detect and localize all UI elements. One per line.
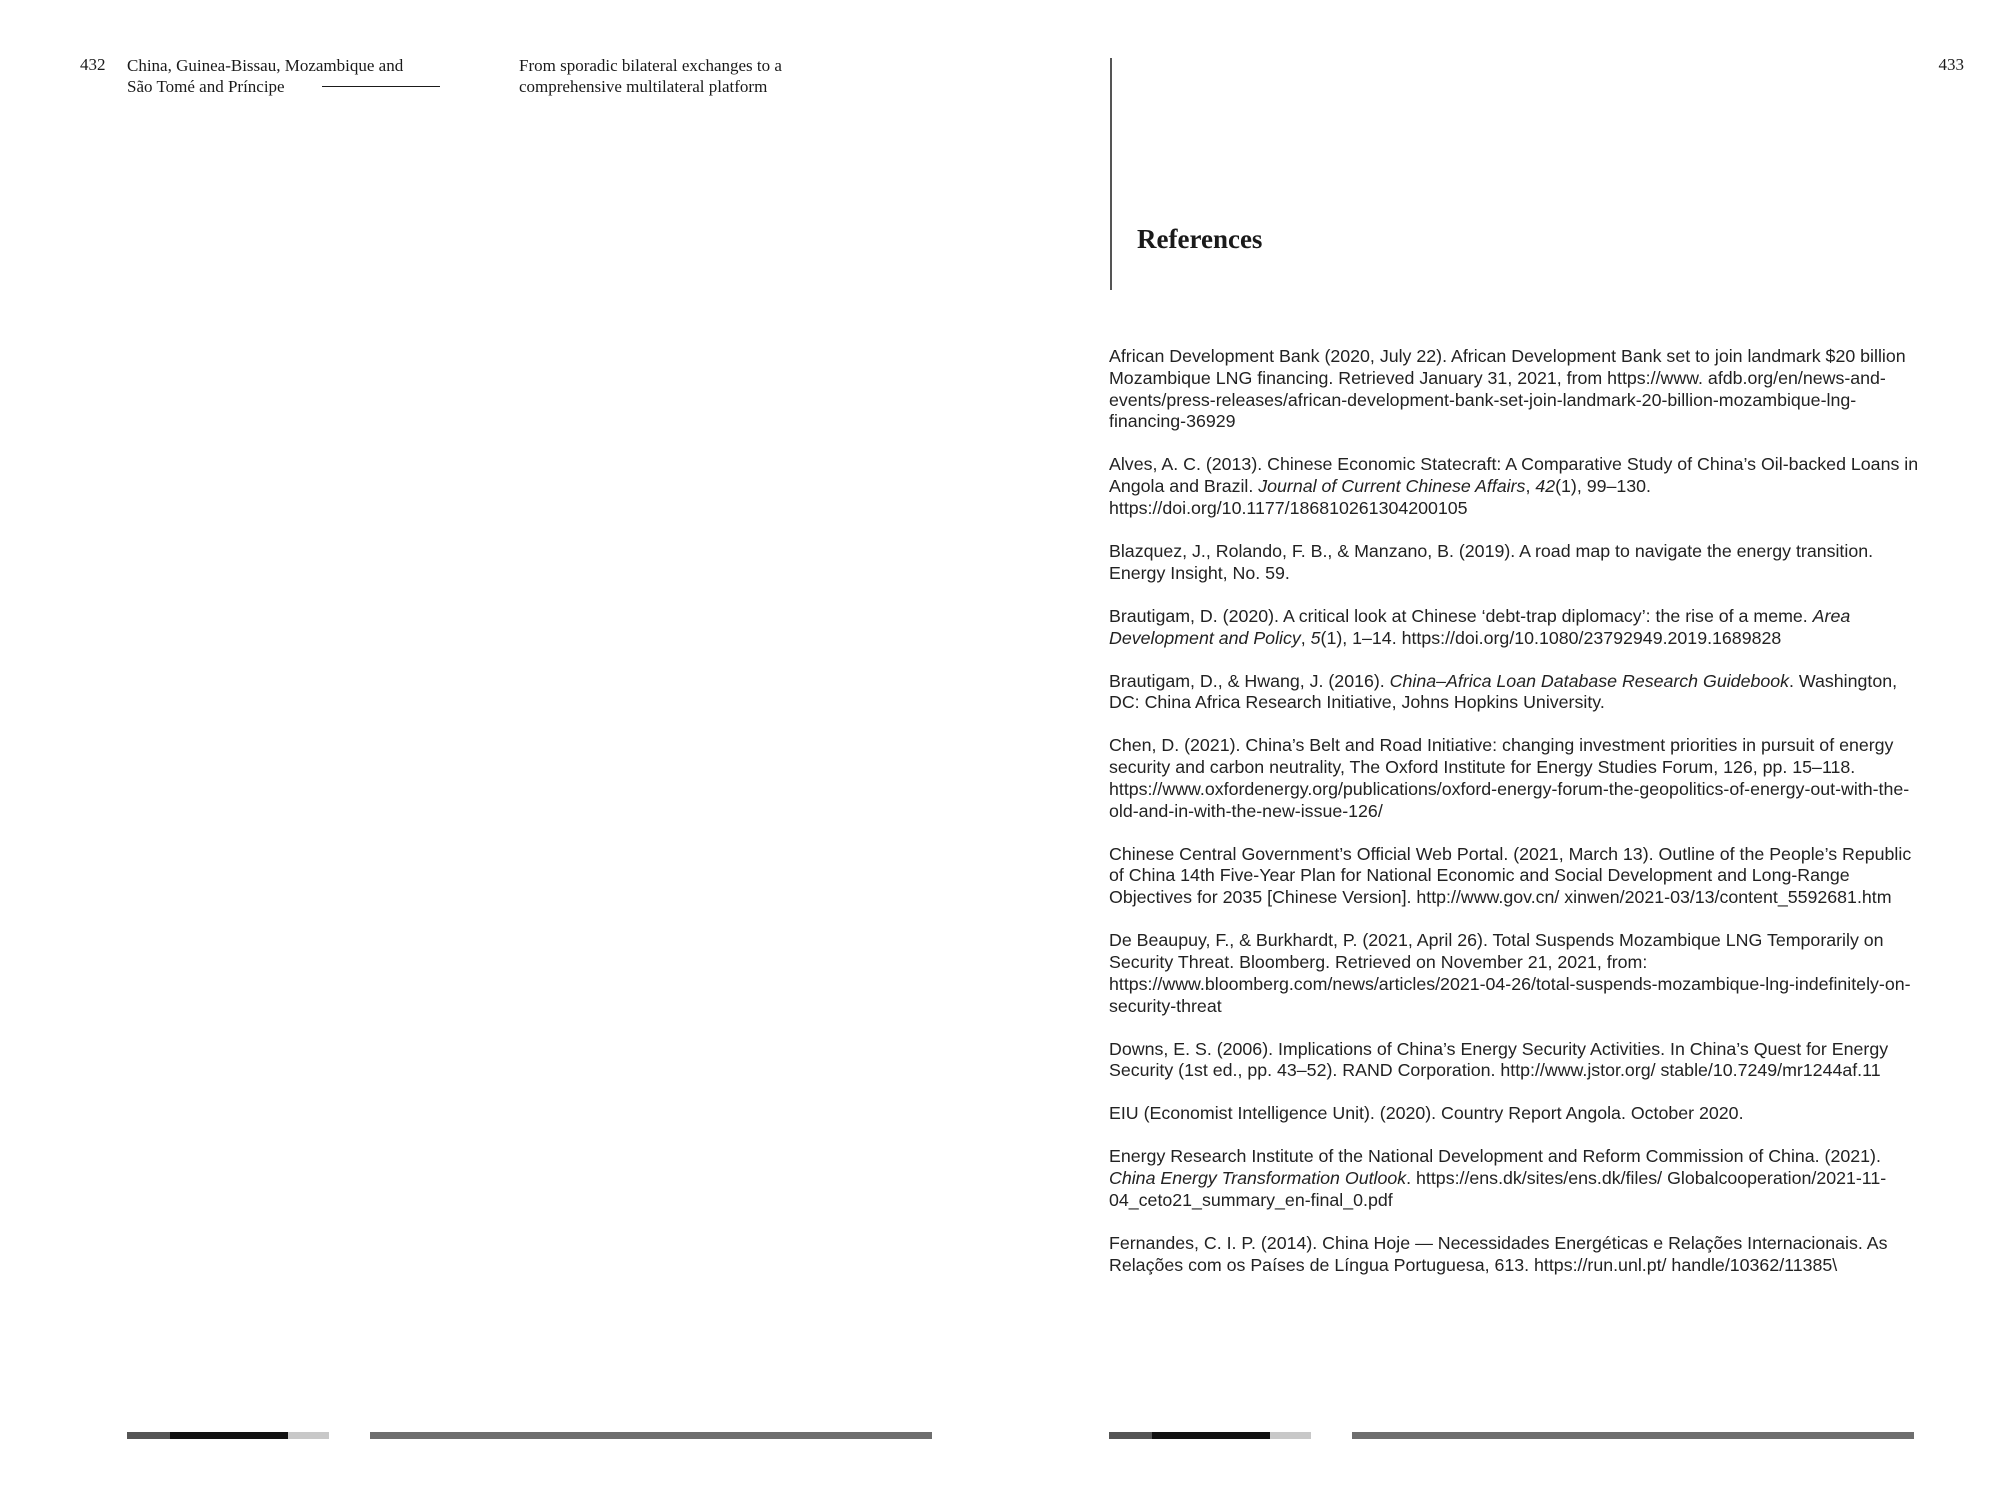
reference-entry — [1109, 541, 1929, 585]
reference-text: Chinese Central Government’s Official Web Portal. (2021, March 13). Outline of the People’s Republic of China 14th Five-Year Plan for National Economic and Social Development and Long-Range Objectives for 2035 [Chinese Version]. http://www.gov.cn/ xinwen/2021-03/13/content_5592681.htm — [1109, 843, 1912, 908]
reference-text: Downs, E. S. (2006). Implications of China’s Energy Security Activities. In China’s Quest for Energy Security (1st ed., pp. 43–52). RAND Corporation. http://www.jstor.org/ stable/10.7249/mr1244af.11 — [1109, 1038, 1889, 1081]
references-heading: References — [1137, 224, 1263, 254]
reference-entry — [1109, 1146, 1929, 1211]
reference-text: Brautigam, D. (2020). A critical look at Chinese ‘debt-trap diplomacy’: the rise of a meme. — [1109, 605, 1813, 626]
reference-text: , — [1300, 627, 1311, 648]
footer-bar-segment — [1270, 1432, 1311, 1439]
reference-italic: Area Development and Policy — [1109, 605, 1851, 648]
reference-text: . https://ens.dk/sites/ens.dk/files/ Globalcooperation/2021-11-04_ceto21_summary_en-final_0.pdf — [1109, 1168, 1887, 1210]
running-header-chapter-line2: comprehensive multilateral platform — [519, 77, 768, 96]
reference-text: (1), 1–14. https://doi.org/10.1080/23792949.2019.1689828 — [1320, 627, 1782, 648]
reference-italic: China–Africa Loan Database Research Guidebook — [1389, 670, 1790, 691]
reference-text: Brautigam, D., & Hwang, J. (2016). — [1109, 670, 1390, 691]
running-header-title-line1: China, Guinea-Bissau, Mozambique and — [127, 56, 404, 75]
reference-text: (1), 99–130. https://doi.org/10.1177/186810261304200105 — [1109, 476, 1651, 518]
reference-italic: 5 — [1310, 627, 1321, 648]
reference-text: De Beaupuy, F., & Burkhardt, P. (2021, April 26). Total Suspends Mozambique LNG Temporarily on Security Threat. Bloomberg. Retrieved on November 21, 2021, from: https://www.bloomberg.com/news/articles/2021-04-26/total-suspends-mozambique-lng-indefinitely-on-security-threat — [1109, 930, 1911, 1016]
reference-text: Energy Research Institute of the National Development and Reform Commission of China. (2021). — [1109, 1146, 1881, 1167]
footer-bar-segment — [1109, 1432, 1152, 1439]
left-page-number: 432 — [80, 55, 106, 74]
reference-entry — [1109, 1103, 1929, 1125]
reference-text: Alves, A. C. (2013). Chinese Economic Statecraft: A Comparative Study of China’s Oil-backed Loans in Angola and Brazil. — [1109, 454, 1919, 497]
footer-bar-segment — [1152, 1432, 1270, 1439]
running-header-title-line2: São Tomé and Príncipe — [127, 77, 285, 96]
reference-entry — [1109, 1233, 1929, 1277]
footer-bar-long — [1352, 1432, 1914, 1439]
reference-text: Fernandes, C. I. P. (2014). China Hoje — Necessidades Energéticas e Relações Internacionais. As Relações com os Países de Língua Portuguesa, 613. https://run.unl.pt/ handle/10362/11385\ — [1109, 1232, 1888, 1275]
reference-text: African Development Bank (2020, July 22). African Development Bank set to join landmark $20 billion Mozambique LNG financing. Retrieved January 31, 2021, from https://www. afdb.org/en/news-and-events/press-releases/african-development-bank-set-join-landmark-20-billion-mozambique-lng-financing-36929 — [1109, 346, 1906, 432]
reference-entry — [1109, 606, 1929, 650]
footer-bar-long — [370, 1432, 932, 1439]
reference-text: . Washington, DC: China Africa Research Initiative, Johns Hopkins University. — [1109, 670, 1898, 713]
reference-italic: China Energy Transformation Outlook — [1109, 1168, 1407, 1189]
footer-bar-segment — [127, 1432, 170, 1439]
reference-entry — [1109, 735, 1929, 822]
reference-text: EIU (Economist Intelligence Unit). (2020). Country Report Angola. October 2020. — [1109, 1103, 1744, 1124]
footer-bar-segment — [288, 1432, 329, 1439]
reference-text: Blazquez, J., Rolando, F. B., & Manzano, B. (2019). A road map to navigate the energy transition. Energy Insight, No. 59. — [1109, 540, 1874, 583]
reference-entry — [1109, 346, 1929, 433]
header-rule — [322, 86, 440, 87]
running-header-title — [127, 55, 457, 97]
reference-list — [1109, 346, 1929, 1298]
running-header-chapter — [519, 55, 849, 97]
reference-italic: 42 — [1535, 476, 1556, 497]
reference-entry — [1109, 930, 1929, 1017]
right-page-number: 433 — [1938, 55, 1964, 74]
reference-italic: Journal of Current Chinese Affairs — [1258, 476, 1526, 497]
reference-entry — [1109, 671, 1929, 715]
reference-text: Chen, D. (2021). China’s Belt and Road Initiative: changing investment priorities in pursuit of energy security and carbon neutrality, The Oxford Institute for Energy Studies Forum, 126, pp. 15–118. https://www.oxfordenergy.org/publications/oxford-energy-forum-the-geopolitics-of-energy-out-with-the-old-and-in-with-the-new-issue-126/ — [1109, 735, 1910, 821]
reference-entry — [1109, 844, 1929, 909]
running-header-chapter-line1: From sporadic bilateral exchanges to a — [519, 56, 782, 75]
vertical-divider — [1110, 58, 1112, 290]
reference-entry — [1109, 1039, 1929, 1083]
reference-text: , — [1525, 476, 1536, 497]
reference-entry — [1109, 454, 1929, 519]
footer-bar-segment — [170, 1432, 288, 1439]
